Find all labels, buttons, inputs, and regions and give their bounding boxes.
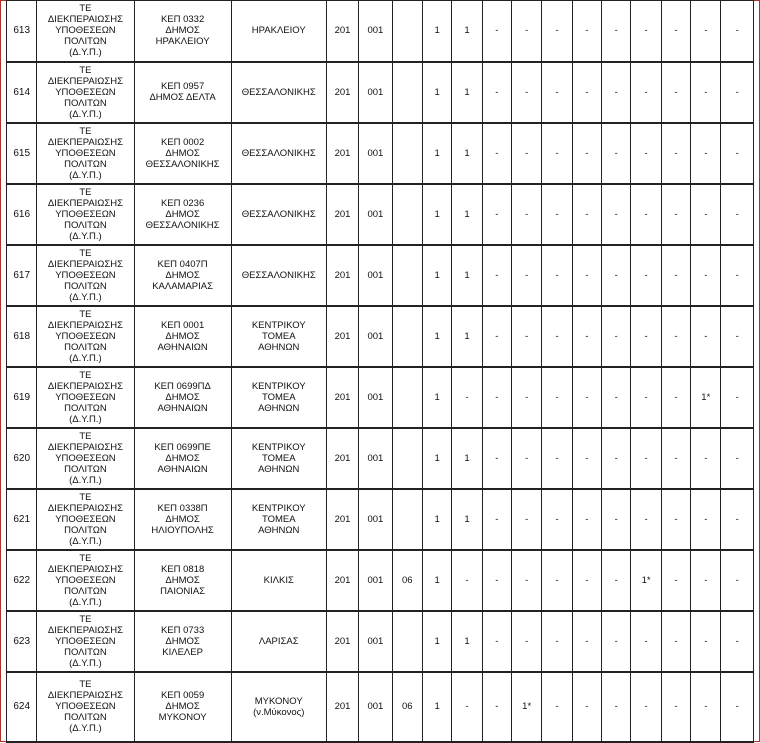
count-cell: -	[482, 367, 511, 428]
count-cell: -	[602, 489, 631, 550]
category-cell: ΤΕ ΔΙΕΚΠΕΡΑΙΩΣΗΣ ΥΠΟΘΕΣΕΩΝ ΠΟΛΙΤΩΝ (Δ.Υ.Π.)	[37, 245, 134, 306]
count-cell: 1	[422, 245, 451, 306]
count-cell: -	[661, 245, 690, 306]
count-cell: 1*	[631, 550, 661, 611]
count-cell: -	[631, 123, 661, 184]
code-cell	[392, 1, 422, 62]
count-cell: -	[572, 489, 601, 550]
count-cell: -	[542, 245, 572, 306]
region-cell: ΚΕΝΤΡΙΚΟΥ ΤΟΜΕΑ ΑΘΗΝΩΝ	[231, 428, 326, 489]
table-row	[7, 62, 754, 123]
count-cell: -	[511, 428, 541, 489]
service-cell: ΚΕΠ 0733 ΔΗΜΟΣ ΚΙΛΕΛΕΡ	[134, 611, 231, 672]
count-cell: -	[721, 123, 754, 184]
count-cell: -	[661, 550, 690, 611]
code-cell: 201	[326, 1, 358, 62]
count-cell: -	[482, 1, 511, 62]
row-number: 623	[7, 611, 37, 672]
region-cell: ΚΙΛΚΙΣ	[231, 550, 326, 611]
count-cell: 1	[422, 1, 451, 62]
table-row	[7, 123, 754, 184]
count-cell: 1	[422, 184, 451, 245]
count-cell: -	[721, 611, 754, 672]
category-cell: ΤΕ ΔΙΕΚΠΕΡΑΙΩΣΗΣ ΥΠΟΘΕΣΕΩΝ ΠΟΛΙΤΩΝ (Δ.Υ.Π.)	[37, 428, 134, 489]
code-cell: 201	[326, 550, 358, 611]
count-cell: -	[631, 1, 661, 62]
table-row	[7, 672, 754, 742]
count-cell: -	[602, 1, 631, 62]
count-cell: -	[691, 245, 721, 306]
region-cell: ΜΥΚΟΝΟΥ (ν.Μύκονος)	[231, 672, 326, 742]
count-cell: -	[721, 184, 754, 245]
count-cell: -	[572, 123, 601, 184]
code-cell	[392, 611, 422, 672]
count-cell: -	[602, 184, 631, 245]
count-cell: -	[542, 184, 572, 245]
count-cell: 1	[452, 306, 482, 367]
count-cell: 1	[452, 428, 482, 489]
count-cell: -	[721, 550, 754, 611]
row-number: 617	[7, 245, 37, 306]
count-cell: -	[482, 184, 511, 245]
count-cell: -	[721, 1, 754, 62]
row-number: 622	[7, 550, 37, 611]
region-cell: ΚΕΝΤΡΙΚΟΥ ΤΟΜΕΑ ΑΘΗΝΩΝ	[231, 367, 326, 428]
code-cell: 001	[359, 611, 392, 672]
count-cell: -	[631, 489, 661, 550]
code-cell	[392, 245, 422, 306]
count-cell: -	[511, 1, 541, 62]
code-cell: 201	[326, 123, 358, 184]
row-number: 620	[7, 428, 37, 489]
count-cell: 1	[452, 489, 482, 550]
count-cell: -	[572, 245, 601, 306]
count-cell: -	[661, 428, 690, 489]
code-cell: 201	[326, 367, 358, 428]
table-row	[7, 245, 754, 306]
code-cell	[392, 184, 422, 245]
count-cell: -	[691, 550, 721, 611]
positions-table	[6, 0, 754, 743]
count-cell: -	[452, 367, 482, 428]
count-cell: -	[572, 62, 601, 123]
count-cell: -	[482, 489, 511, 550]
code-cell: 201	[326, 489, 358, 550]
count-cell: -	[542, 367, 572, 428]
row-number: 619	[7, 367, 37, 428]
code-cell: 001	[359, 245, 392, 306]
region-cell: ΚΕΝΤΡΙΚΟΥ ΤΟΜΕΑ ΑΘΗΝΩΝ	[231, 489, 326, 550]
count-cell: 1	[422, 428, 451, 489]
category-cell: ΤΕ ΔΙΕΚΠΕΡΑΙΩΣΗΣ ΥΠΟΘΕΣΕΩΝ ΠΟΛΙΤΩΝ (Δ.Υ.Π.)	[37, 611, 134, 672]
count-cell: -	[572, 306, 601, 367]
count-cell: -	[572, 672, 601, 742]
region-cell: ΘΕΣΣΑΛΟΝΙΚΗΣ	[231, 62, 326, 123]
code-cell	[392, 489, 422, 550]
count-cell: -	[721, 672, 754, 742]
count-cell: -	[602, 367, 631, 428]
count-cell: -	[542, 62, 572, 123]
count-cell: -	[631, 62, 661, 123]
count-cell: -	[661, 672, 690, 742]
code-cell: 001	[359, 489, 392, 550]
count-cell: 1	[452, 123, 482, 184]
code-cell: 201	[326, 62, 358, 123]
count-cell: -	[602, 611, 631, 672]
service-cell: ΚΕΠ 0236 ΔΗΜΟΣ ΘΕΣΣΑΛΟΝΙΚΗΣ	[134, 184, 231, 245]
region-cell: ΘΕΣΣΑΛΟΝΙΚΗΣ	[231, 184, 326, 245]
count-cell: 1	[422, 611, 451, 672]
count-cell: -	[602, 306, 631, 367]
count-cell: -	[542, 611, 572, 672]
count-cell: -	[691, 123, 721, 184]
count-cell: -	[482, 428, 511, 489]
service-cell: ΚΕΠ 0699ΠΔ ΔΗΜΟΣ ΑΘΗΝΑΙΩΝ	[134, 367, 231, 428]
table-row	[7, 306, 754, 367]
code-cell: 001	[359, 428, 392, 489]
category-cell: ΤΕ ΔΙΕΚΠΕΡΑΙΩΣΗΣ ΥΠΟΘΕΣΕΩΝ ΠΟΛΙΤΩΝ (Δ.Υ.Π.)	[37, 367, 134, 428]
count-cell: -	[721, 489, 754, 550]
count-cell: -	[661, 123, 690, 184]
category-cell: ΤΕ ΔΙΕΚΠΕΡΑΙΩΣΗΣ ΥΠΟΘΕΣΕΩΝ ΠΟΛΙΤΩΝ (Δ.Υ.Π.)	[37, 1, 134, 62]
count-cell: -	[602, 550, 631, 611]
category-cell: ΤΕ ΔΙΕΚΠΕΡΑΙΩΣΗΣ ΥΠΟΘΕΣΕΩΝ ΠΟΛΙΤΩΝ (Δ.Υ.Π.)	[37, 184, 134, 245]
region-cell: ΚΕΝΤΡΙΚΟΥ ΤΟΜΕΑ ΑΘΗΝΩΝ	[231, 306, 326, 367]
count-cell: -	[511, 367, 541, 428]
count-cell: -	[602, 428, 631, 489]
count-cell: -	[572, 367, 601, 428]
count-cell: -	[542, 1, 572, 62]
count-cell: -	[572, 428, 601, 489]
count-cell: -	[511, 62, 541, 123]
count-cell: -	[572, 550, 601, 611]
code-cell: 06	[392, 550, 422, 611]
code-cell: 001	[359, 62, 392, 123]
code-cell: 201	[326, 245, 358, 306]
count-cell: -	[631, 184, 661, 245]
count-cell: -	[631, 428, 661, 489]
count-cell: -	[572, 611, 601, 672]
code-cell: 001	[359, 672, 392, 742]
category-cell: ΤΕ ΔΙΕΚΠΕΡΑΙΩΣΗΣ ΥΠΟΘΕΣΕΩΝ ΠΟΛΙΤΩΝ (Δ.Υ.Π.)	[37, 123, 134, 184]
category-cell: ΤΕ ΔΙΕΚΠΕΡΑΙΩΣΗΣ ΥΠΟΘΕΣΕΩΝ ΠΟΛΙΤΩΝ (Δ.Υ.Π.)	[37, 62, 134, 123]
count-cell: -	[631, 367, 661, 428]
count-cell: 1	[422, 123, 451, 184]
category-cell: ΤΕ ΔΙΕΚΠΕΡΑΙΩΣΗΣ ΥΠΟΘΕΣΕΩΝ ΠΟΛΙΤΩΝ (Δ.Υ.Π.)	[37, 550, 134, 611]
count-cell: -	[572, 184, 601, 245]
count-cell: -	[482, 672, 511, 742]
count-cell: -	[542, 489, 572, 550]
count-cell: -	[511, 489, 541, 550]
table-row	[7, 1, 754, 62]
service-cell: ΚΕΠ 0338Π ΔΗΜΟΣ ΗΛΙΟΥΠΟΛΗΣ	[134, 489, 231, 550]
code-cell: 201	[326, 428, 358, 489]
count-cell: 1	[452, 245, 482, 306]
count-cell: -	[691, 611, 721, 672]
count-cell: -	[452, 550, 482, 611]
code-cell: 001	[359, 184, 392, 245]
row-number: 618	[7, 306, 37, 367]
table-row	[7, 428, 754, 489]
code-cell: 201	[326, 672, 358, 742]
count-cell: -	[482, 245, 511, 306]
count-cell: -	[691, 672, 721, 742]
count-cell: -	[602, 245, 631, 306]
count-cell: 1	[422, 672, 451, 742]
count-cell: 1	[452, 184, 482, 245]
count-cell: -	[511, 550, 541, 611]
count-cell: -	[631, 245, 661, 306]
count-cell: -	[721, 62, 754, 123]
count-cell: -	[482, 123, 511, 184]
region-cell: ΘΕΣΣΑΛΟΝΙΚΗΣ	[231, 245, 326, 306]
count-cell: 1*	[691, 367, 721, 428]
code-cell: 001	[359, 550, 392, 611]
count-cell: -	[661, 489, 690, 550]
row-number: 616	[7, 184, 37, 245]
count-cell: -	[602, 672, 631, 742]
count-cell: -	[511, 123, 541, 184]
count-cell: -	[691, 428, 721, 489]
code-cell: 201	[326, 184, 358, 245]
category-cell: ΤΕ ΔΙΕΚΠΕΡΑΙΩΣΗΣ ΥΠΟΘΕΣΕΩΝ ΠΟΛΙΤΩΝ (Δ.Υ.Π.)	[37, 672, 134, 742]
region-cell: ΘΕΣΣΑΛΟΝΙΚΗΣ	[231, 123, 326, 184]
code-cell	[392, 367, 422, 428]
table-row	[7, 367, 754, 428]
table-row	[7, 489, 754, 550]
count-cell: 1	[452, 611, 482, 672]
count-cell: -	[602, 123, 631, 184]
category-cell: ΤΕ ΔΙΕΚΠΕΡΑΙΩΣΗΣ ΥΠΟΘΕΣΕΩΝ ΠΟΛΙΤΩΝ (Δ.Υ.Π.)	[37, 306, 134, 367]
code-cell: 001	[359, 306, 392, 367]
count-cell: -	[691, 62, 721, 123]
code-cell: 201	[326, 306, 358, 367]
count-cell: -	[721, 245, 754, 306]
service-cell: ΚΕΠ 0002 ΔΗΜΟΣ ΘΕΣΣΑΛΟΝΙΚΗΣ	[134, 123, 231, 184]
count-cell: -	[631, 611, 661, 672]
count-cell: -	[661, 1, 690, 62]
count-cell: -	[542, 428, 572, 489]
count-cell: -	[661, 62, 690, 123]
code-cell	[392, 306, 422, 367]
service-cell: ΚΕΠ 0332 ΔΗΜΟΣ ΗΡΑΚΛΕΙΟΥ	[134, 1, 231, 62]
count-cell: -	[542, 550, 572, 611]
count-cell: -	[572, 1, 601, 62]
code-cell: 001	[359, 367, 392, 428]
code-cell: 001	[359, 1, 392, 62]
count-cell: 1	[452, 62, 482, 123]
count-cell: -	[511, 184, 541, 245]
code-cell: 201	[326, 611, 358, 672]
count-cell: 1	[422, 306, 451, 367]
count-cell: -	[691, 184, 721, 245]
count-cell: 1	[422, 62, 451, 123]
count-cell: -	[602, 62, 631, 123]
table-row	[7, 184, 754, 245]
category-cell: ΤΕ ΔΙΕΚΠΕΡΑΙΩΣΗΣ ΥΠΟΘΕΣΕΩΝ ΠΟΛΙΤΩΝ (Δ.Υ.Π.)	[37, 489, 134, 550]
service-cell: ΚΕΠ 0059 ΔΗΜΟΣ ΜΥΚΟΝΟΥ	[134, 672, 231, 742]
count-cell: -	[691, 489, 721, 550]
region-cell: ΗΡΑΚΛΕΙΟΥ	[231, 1, 326, 62]
table-body	[7, 1, 754, 742]
region-cell: ΛΑΡΙΣΑΣ	[231, 611, 326, 672]
count-cell: -	[661, 184, 690, 245]
count-cell: -	[482, 550, 511, 611]
code-cell	[392, 123, 422, 184]
service-cell: ΚΕΠ 0699ΠΕ ΔΗΜΟΣ ΑΘΗΝΑΙΩΝ	[134, 428, 231, 489]
count-cell: -	[542, 123, 572, 184]
count-cell: -	[631, 306, 661, 367]
count-cell: -	[631, 672, 661, 742]
count-cell: -	[721, 306, 754, 367]
code-cell: 001	[359, 123, 392, 184]
count-cell: -	[542, 672, 572, 742]
count-cell: 1*	[511, 672, 541, 742]
table-row	[7, 611, 754, 672]
row-number: 624	[7, 672, 37, 742]
service-cell: ΚΕΠ 0001 ΔΗΜΟΣ ΑΘΗΝΑΙΩΝ	[134, 306, 231, 367]
service-cell: ΚΕΠ 0957 ΔΗΜΟΣ ΔΕΛΤΑ	[134, 62, 231, 123]
count-cell: -	[661, 367, 690, 428]
count-cell: 1	[452, 1, 482, 62]
count-cell: 1	[422, 489, 451, 550]
count-cell: -	[482, 62, 511, 123]
count-cell: -	[511, 306, 541, 367]
count-cell: -	[661, 306, 690, 367]
row-number: 613	[7, 1, 37, 62]
code-cell: 06	[392, 672, 422, 742]
row-number: 614	[7, 62, 37, 123]
count-cell: 1	[422, 367, 451, 428]
count-cell: -	[542, 306, 572, 367]
count-cell: -	[691, 306, 721, 367]
count-cell: -	[482, 611, 511, 672]
service-cell: ΚΕΠ 0407Π ΔΗΜΟΣ ΚΑΛΑΜΑΡΙΑΣ	[134, 245, 231, 306]
count-cell: -	[452, 672, 482, 742]
table-row	[7, 550, 754, 611]
count-cell: -	[721, 367, 754, 428]
service-cell: ΚΕΠ 0818 ΔΗΜΟΣ ΠΑΙΟΝΙΑΣ	[134, 550, 231, 611]
count-cell: -	[661, 611, 690, 672]
code-cell	[392, 62, 422, 123]
count-cell: -	[721, 428, 754, 489]
count-cell: -	[511, 245, 541, 306]
count-cell: -	[691, 1, 721, 62]
count-cell: 1	[422, 550, 451, 611]
row-number: 621	[7, 489, 37, 550]
row-number: 615	[7, 123, 37, 184]
count-cell: -	[482, 306, 511, 367]
count-cell: -	[511, 611, 541, 672]
code-cell	[392, 428, 422, 489]
